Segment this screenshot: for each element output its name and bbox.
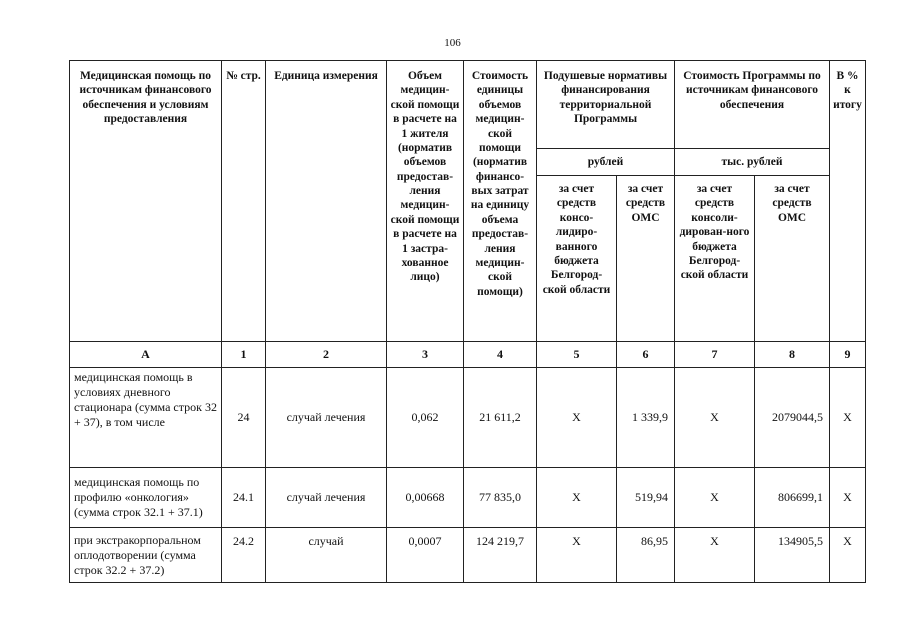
row-name: медицинская помощь по профилю «онкология» (сумма строк 32.1 + 37.1) <box>70 468 222 528</box>
row-col9: Х <box>830 368 866 468</box>
header-col-a: Медицинская помощь по источникам финансового обеспечения и условиям предоставления <box>70 61 222 342</box>
table-row <box>70 368 866 468</box>
column-number: 6 <box>617 342 675 368</box>
table-row <box>70 468 866 528</box>
program-cost-table <box>69 60 866 583</box>
row-volume: 0,062 <box>387 368 464 468</box>
row-col6: 1 339,9 <box>617 368 675 468</box>
column-number: 1 <box>222 342 266 368</box>
header-col-4: Стоимость единицы объемов медицин-ской помощи (норматив финансо-вых затрат на единицу объема предостав-ления медицин-ской помощи) <box>464 61 537 342</box>
header-unit-thousand-rubles: тыс. рублей <box>675 149 830 176</box>
row-col5: Х <box>537 368 617 468</box>
row-col8: 806699,1 <box>755 468 830 528</box>
row-name: при экстракорпоральном оплодотворении (сумма строк 32.2 + 37.2) <box>70 528 222 583</box>
header-col-6: за счет средств ОМС <box>617 176 675 342</box>
header-col-2: Единица измерения <box>266 61 387 342</box>
table-row <box>70 528 866 583</box>
column-number: 9 <box>830 342 866 368</box>
row-unit: случай лечения <box>266 468 387 528</box>
row-cost: 21 611,2 <box>464 368 537 468</box>
column-number: 2 <box>266 342 387 368</box>
row-col8: 2079044,5 <box>755 368 830 468</box>
header-col-9: В % к итогу <box>830 61 866 342</box>
row-name: медицинская помощь в условиях дневного стационара (сумма строк 32 + 37), в том числе <box>70 368 222 468</box>
column-number: 8 <box>755 342 830 368</box>
row-col6: 86,95 <box>617 528 675 583</box>
row-col7: Х <box>675 368 755 468</box>
row-col9: Х <box>830 528 866 583</box>
header-col-7: за счет средств консоли-дирован-ного бюджета Белгород-ской области <box>675 176 755 342</box>
header-unit-rubles: рублей <box>537 149 675 176</box>
row-col7: Х <box>675 468 755 528</box>
header-col-5: за счет средств консо-лидиро-ванного бюджета Белгород-ской области <box>537 176 617 342</box>
row-cost: 124 219,7 <box>464 528 537 583</box>
row-line-number: 24.1 <box>222 468 266 528</box>
column-number-row <box>70 342 866 368</box>
row-volume: 0,0007 <box>387 528 464 583</box>
row-line-number: 24 <box>222 368 266 468</box>
header-group-program-cost: Стоимость Программы по источникам финансового обеспечения <box>675 61 830 149</box>
header-group-per-capita: Подушевые нормативы финансирования территориальной Программы <box>537 61 675 149</box>
row-unit: случай <box>266 528 387 583</box>
row-line-number: 24.2 <box>222 528 266 583</box>
row-col5: Х <box>537 528 617 583</box>
row-volume: 0,00668 <box>387 468 464 528</box>
row-unit: случай лечения <box>266 368 387 468</box>
row-col5: Х <box>537 468 617 528</box>
column-number: 7 <box>675 342 755 368</box>
column-number: 5 <box>537 342 617 368</box>
column-number: 3 <box>387 342 464 368</box>
column-number: 4 <box>464 342 537 368</box>
header-col-8: за счет средств ОМС <box>755 176 830 342</box>
row-cost: 77 835,0 <box>464 468 537 528</box>
row-col8: 134905,5 <box>755 528 830 583</box>
row-col7: Х <box>675 528 755 583</box>
column-number: А <box>70 342 222 368</box>
header-col-1: № стр. <box>222 61 266 342</box>
page-number: 106 <box>444 37 461 49</box>
row-col6: 519,94 <box>617 468 675 528</box>
header-col-3: Объем медицин-ской помощи в расчете на 1 жителя (норматив объемов предостав-ления медицин-ской помощи в расчете на 1 застра-хованное лицо) <box>387 61 464 342</box>
row-col9: Х <box>830 468 866 528</box>
